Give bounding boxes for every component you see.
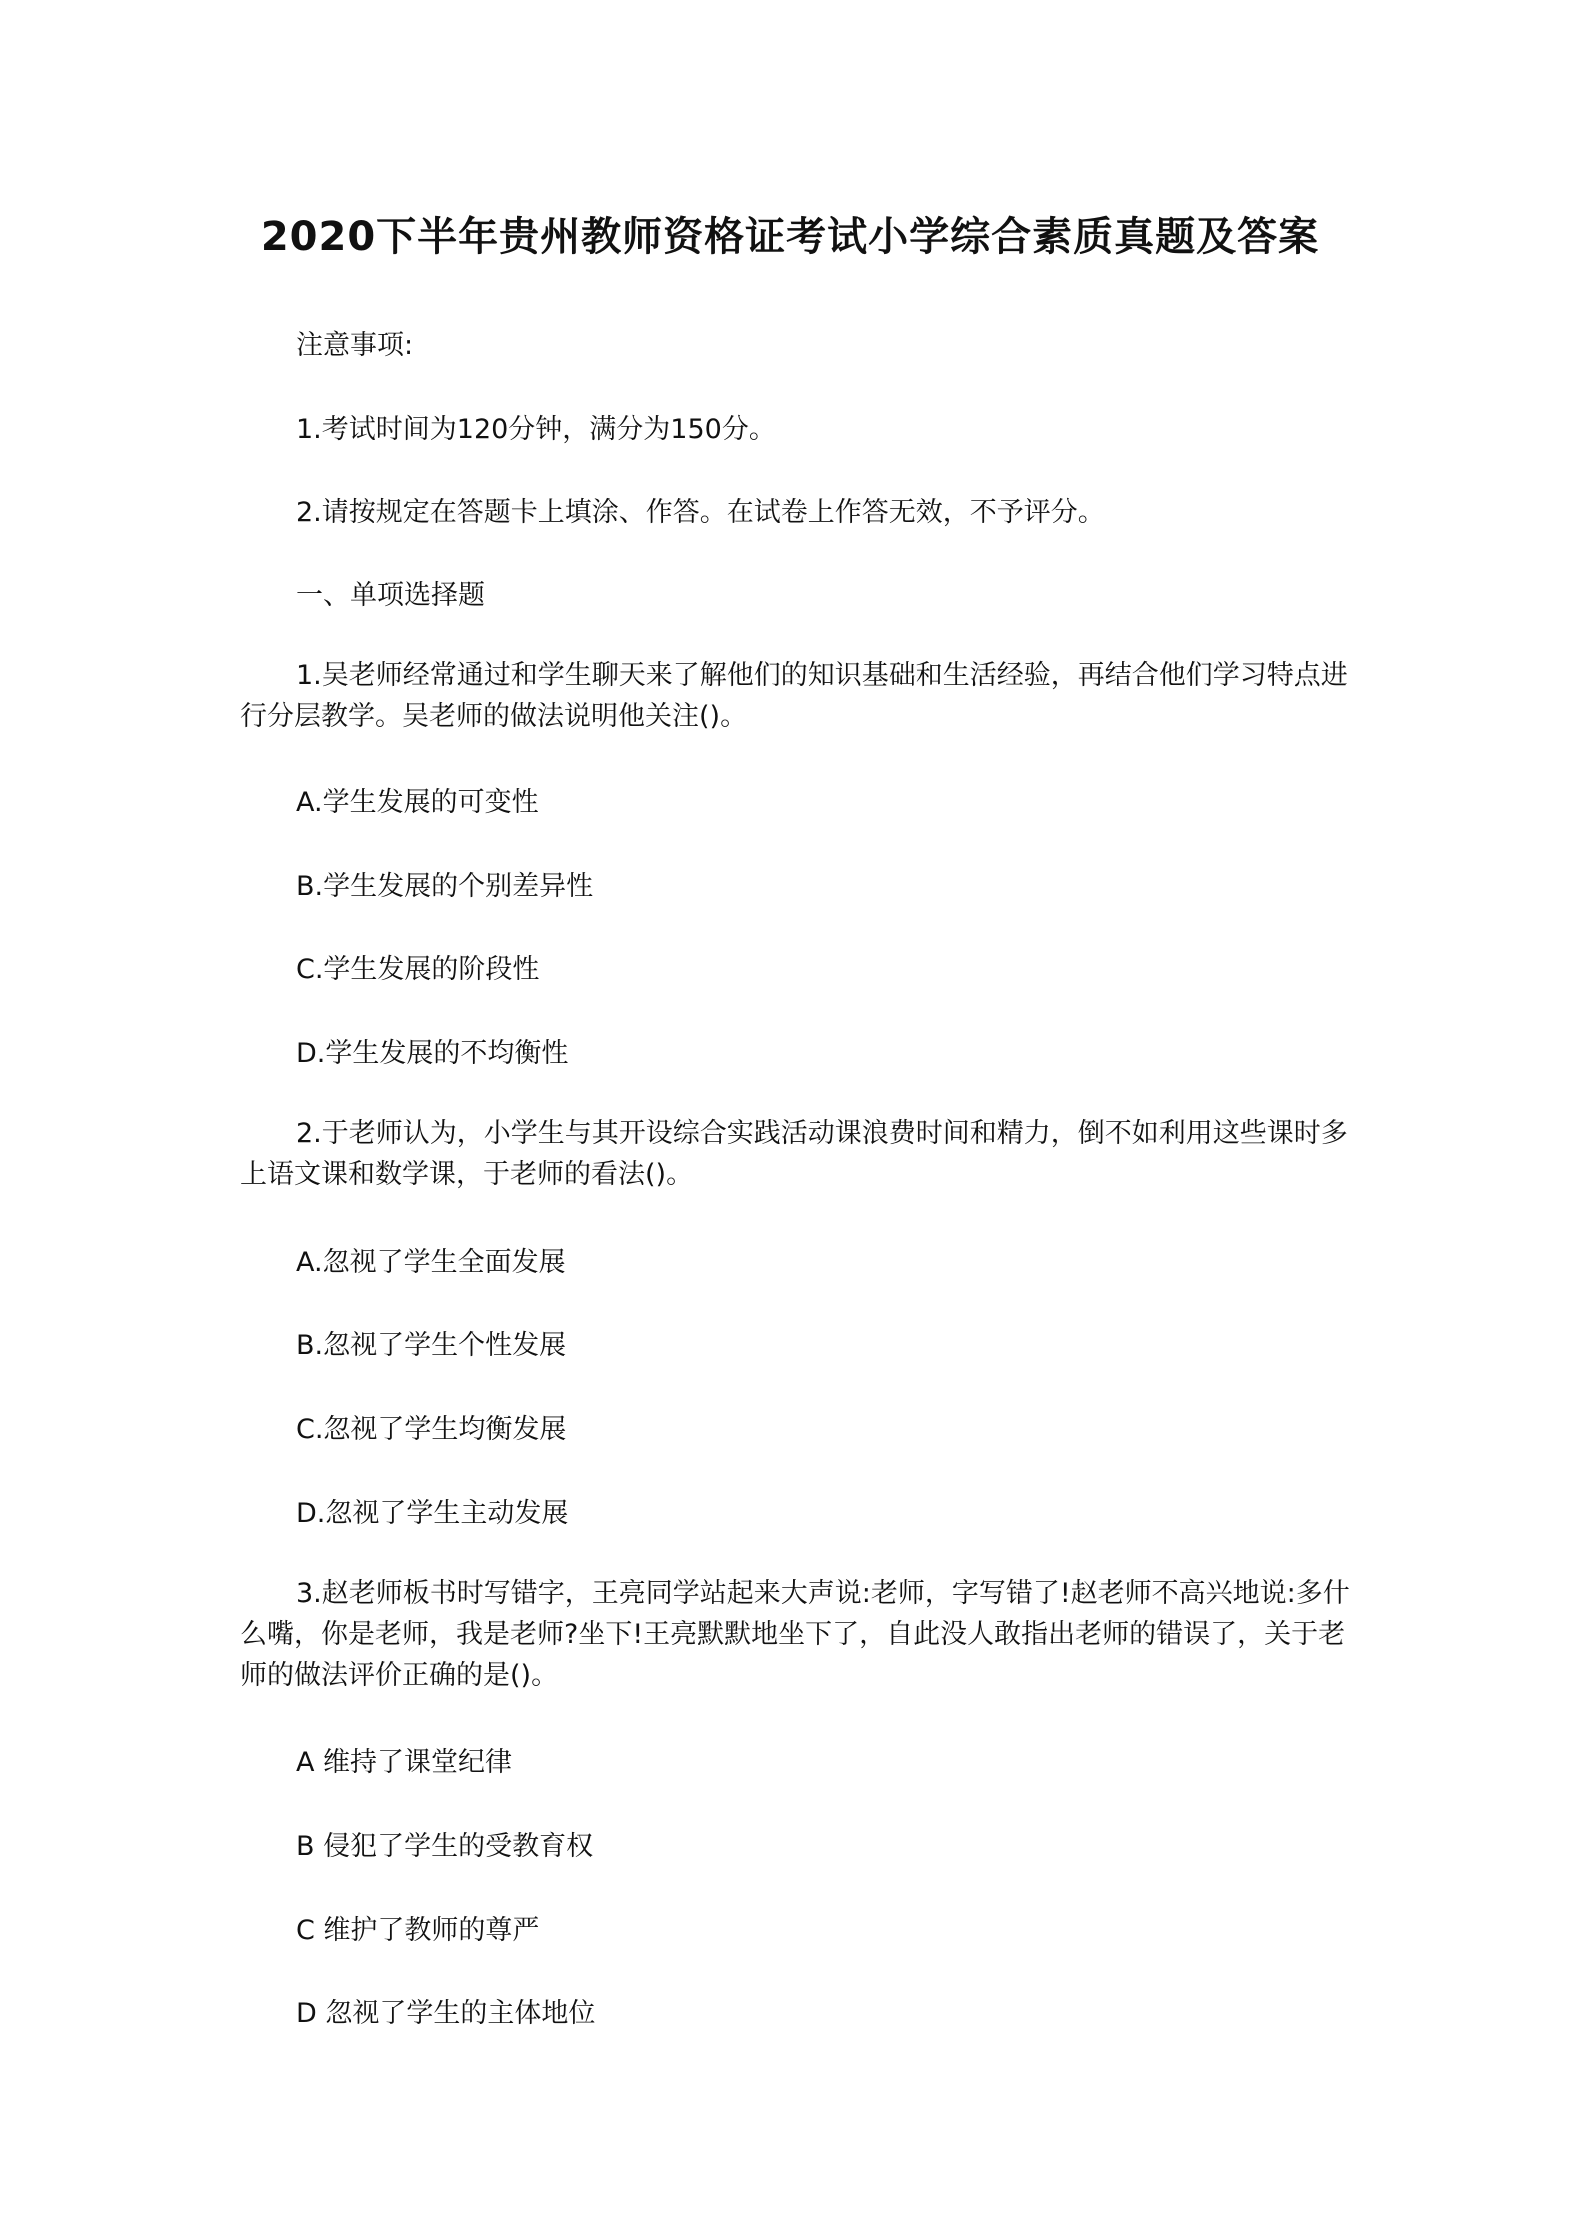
question-3-option-c: C 维护了教师的尊严 — [296, 1915, 540, 1946]
question-2: 2.于老师认为，小学生与其开设综合实践活动课浪费时间和精力，倒不如利用这些课时多上语文课和数学课，于老师的看法()。 — [240, 1118, 1348, 1190]
question-3-option-d: D 忽视了学生的主体地位 — [296, 1998, 596, 2029]
question-1-option-d: D.学生发展的不均衡性 — [296, 1038, 569, 1069]
document-title: 2020下半年贵州教师资格证考试小学综合素质真题及答案 — [260, 214, 1320, 260]
question-2-option-b: B.忽视了学生个性发展 — [296, 1330, 567, 1361]
question-2-option-a: A.忽视了学生全面发展 — [296, 1247, 566, 1278]
question-2-option-d: D.忽视了学生主动发展 — [296, 1498, 569, 1529]
question-1-option-a: A.学生发展的可变性 — [296, 787, 539, 818]
notice-heading: 注意事项: — [296, 330, 414, 361]
section-heading: 一、单项选择题 — [296, 580, 485, 611]
question-1-option-c: C.学生发展的阶段性 — [296, 954, 540, 985]
question-2-option-c: C.忽视了学生均衡发展 — [296, 1414, 567, 1445]
notice-item-1: 1.考试时间为120分钟，满分为150分。 — [296, 414, 776, 445]
notice-item-2: 2.请按规定在答题卡上填涂、作答。在试卷上作答无效，不予评分。 — [296, 497, 1105, 528]
question-3-option-a: A 维持了课堂纪律 — [296, 1747, 513, 1778]
question-3-option-b: B 侵犯了学生的受教育权 — [296, 1831, 594, 1862]
question-1-option-b: B.学生发展的个别差异性 — [296, 871, 594, 902]
question-3: 3.赵老师板书时写错字，王亮同学站起来大声说:老师，字写错了!赵老师不高兴地说:多什么嘴，你是老师，我是老师?坐下!王亮默默地坐下了，自此没人敢指出老师的错误了，关于老师的做法评价正确的是()。 — [240, 1578, 1350, 1691]
question-1: 1.吴老师经常通过和学生聊天来了解他们的知识基础和生活经验，再结合他们学习特点进行分层教学。吴老师的做法说明他关注()。 — [240, 660, 1348, 732]
